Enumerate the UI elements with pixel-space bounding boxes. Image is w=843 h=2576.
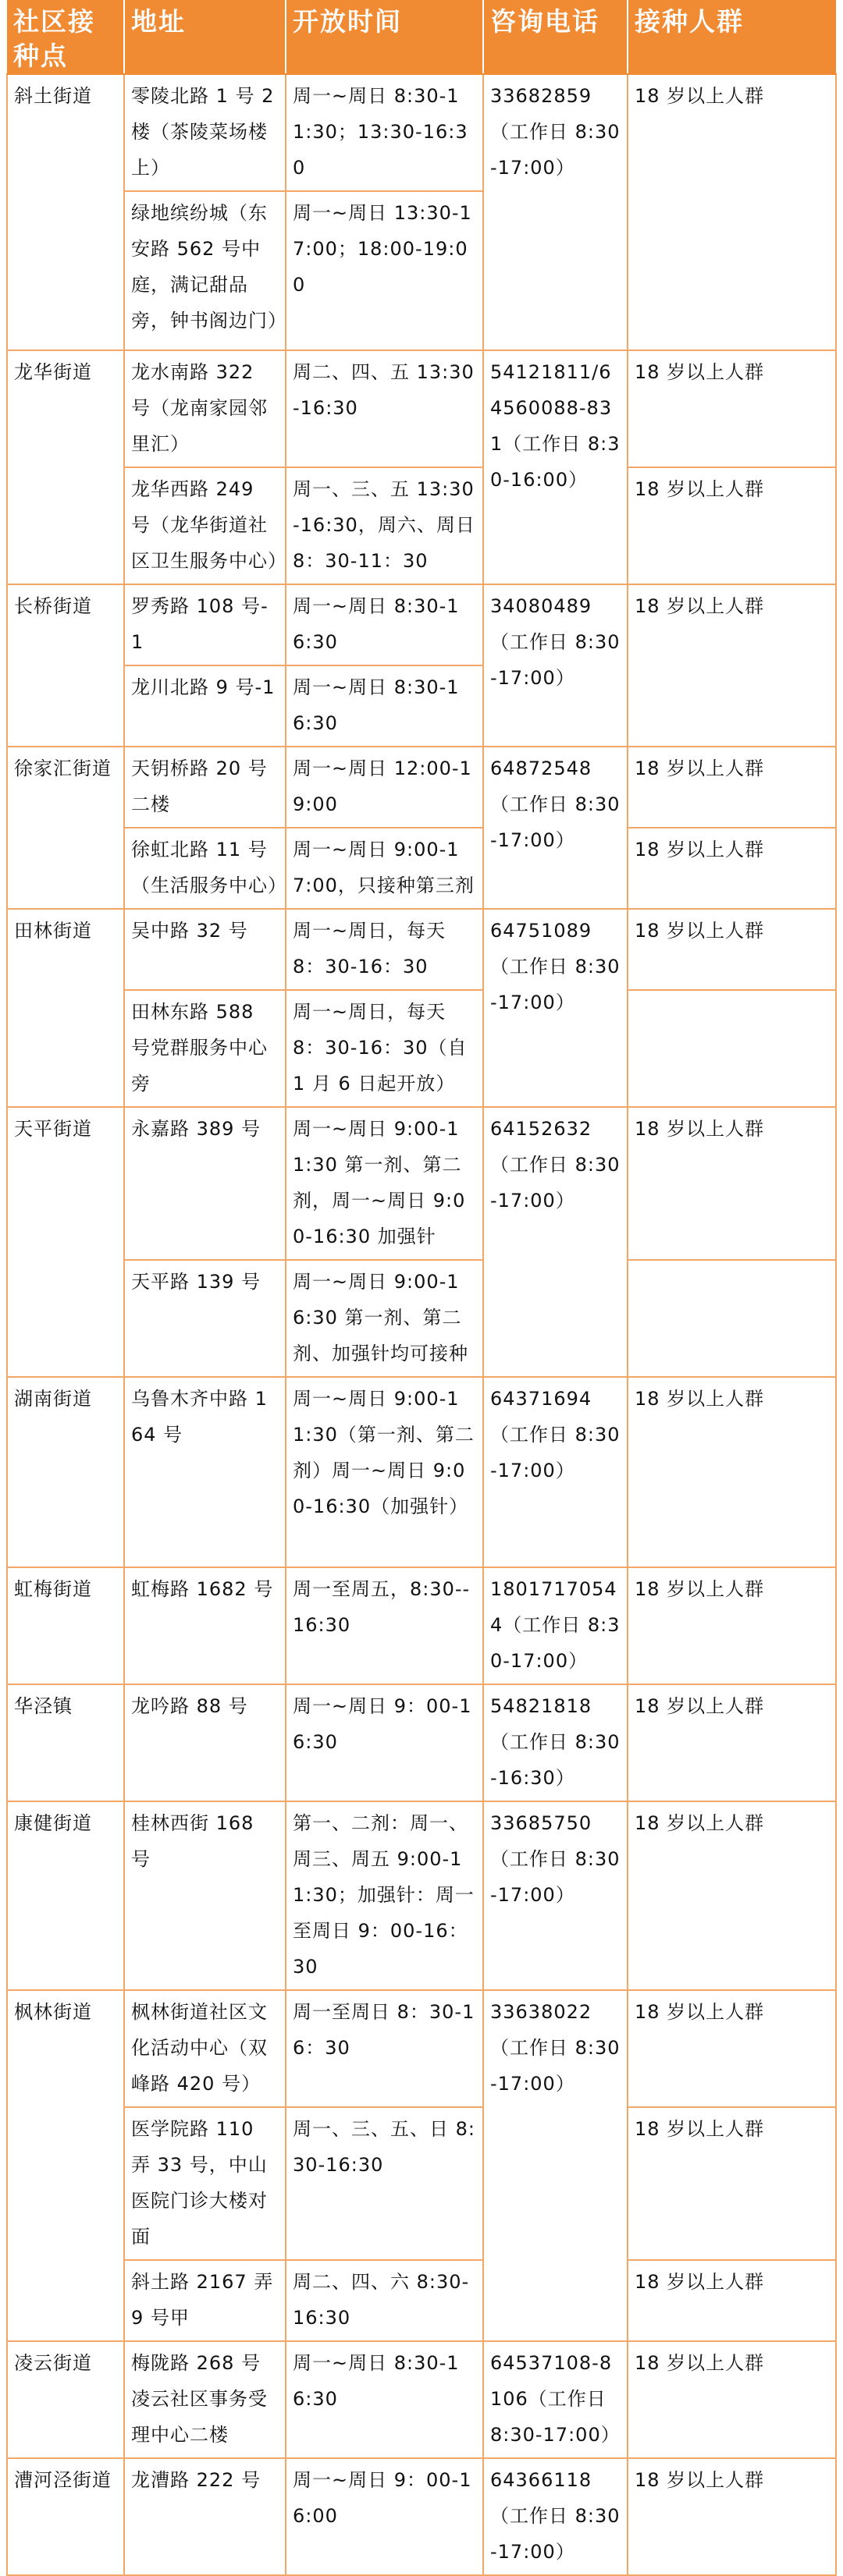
column-header-group: 接种人群	[628, 0, 836, 74]
table-row	[7, 1377, 836, 1567]
cell-site: 漕河泾街道	[7, 2458, 124, 2575]
cell-group: 18 岁以上人群	[628, 2260, 836, 2341]
cell-phone: 18017170544（工作日 8:30-17:00）	[483, 1567, 628, 1684]
cell-address: 零陵北路 1 号 2 楼（茶陵菜场楼上）	[124, 74, 286, 191]
table-row	[7, 909, 836, 990]
cell-phone: 64152632（工作日 8:30-17:00）	[483, 1107, 628, 1377]
table-row	[7, 1684, 836, 1801]
table-row	[7, 1260, 836, 1377]
table-body	[7, 74, 836, 2575]
cell-group: 18 岁以上人群	[628, 747, 836, 828]
cell-hours: 周一~周日，每天 8：30-16：30	[286, 909, 483, 990]
cell-group: 18 岁以上人群	[628, 1684, 836, 1801]
cell-hours: 周一至周五，8:30--16:30	[286, 1567, 483, 1684]
cell-site: 斜土街道	[7, 74, 124, 350]
cell-site: 龙华街道	[7, 350, 124, 584]
cell-site: 康健街道	[7, 1801, 124, 1990]
table-row	[7, 2107, 836, 2260]
table-row	[7, 747, 836, 828]
cell-group: 18 岁以上人群	[628, 467, 836, 584]
table-row	[7, 1567, 836, 1684]
table-row	[7, 1107, 836, 1260]
cell-address: 徐虹北路 11 号（生活服务中心）	[124, 828, 286, 909]
cell-group: 18 岁以上人群	[628, 2107, 836, 2260]
cell-address: 梅陇路 268 号凌云社区事务受理中心二楼	[124, 2341, 286, 2458]
cell-hours: 周一~周日 8:30-16:30	[286, 2341, 483, 2458]
cell-address: 龙川北路 9 号-1	[124, 665, 286, 747]
cell-site: 湖南街道	[7, 1377, 124, 1567]
table-row	[7, 828, 836, 909]
cell-address: 永嘉路 389 号	[124, 1107, 286, 1260]
cell-phone: 33682859（工作日 8:30-17:00）	[483, 74, 628, 350]
cell-hours: 周一~周日 9:00-11:30 第一剂、第二剂，周一~周日 9:00-16:30 加强针	[286, 1107, 483, 1260]
cell-site: 田林街道	[7, 909, 124, 1107]
table-row	[7, 2341, 836, 2458]
cell-hours: 周一至周日 8：30-16：30	[286, 1990, 483, 2107]
cell-hours: 周一~周日，每天 8：30-16：30（自 1 月 6 日起开放）	[286, 990, 483, 1107]
column-header-phone: 咨询电话	[483, 0, 628, 74]
cell-phone: 54821818（工作日 8:30-16:30）	[483, 1684, 628, 1801]
table-row	[7, 2458, 836, 2575]
cell-group: 18 岁以上人群	[628, 1567, 836, 1684]
cell-site: 虹梅街道	[7, 1567, 124, 1684]
cell-address: 天钥桥路 20 号二楼	[124, 747, 286, 828]
cell-site: 凌云街道	[7, 2341, 124, 2458]
cell-address: 绿地缤纷城（东安路 562 号中庭，满记甜品旁，钟书阁边门）	[124, 191, 286, 350]
cell-hours: 周一~周日 9:00-11:30（第一剂、第二剂）周一~周日 9:00-16:30（加强针）	[286, 1377, 483, 1567]
cell-address: 罗秀路 108 号-1	[124, 584, 286, 665]
cell-group: 18 岁以上人群	[628, 909, 836, 990]
cell-group	[628, 1260, 836, 1377]
table-row	[7, 2260, 836, 2341]
cell-phone: 64371694（工作日 8:30-17:00）	[483, 1377, 628, 1567]
cell-address: 乌鲁木齐中路 164 号	[124, 1377, 286, 1567]
table-header-row	[7, 0, 836, 74]
table-row	[7, 1990, 836, 2107]
cell-address: 虹梅路 1682 号	[124, 1567, 286, 1684]
table-row	[7, 584, 836, 665]
cell-hours: 周二、四、五 13:30-16:30	[286, 350, 483, 467]
column-header-hours: 开放时间	[286, 0, 483, 74]
cell-hours: 周一~周日 8:30-11:30；13:30-16:30	[286, 74, 483, 191]
cell-phone: 64872548（工作日 8:30-17:00）	[483, 747, 628, 909]
table-row	[7, 467, 836, 584]
vaccination-sites-table	[6, 0, 837, 2576]
cell-address: 龙华西路 249 号（龙华街道社区卫生服务中心）	[124, 467, 286, 584]
cell-address: 枫林街道社区文化活动中心（双峰路 420 号）	[124, 1990, 286, 2107]
cell-address: 田林东路 588 号党群服务中心旁	[124, 990, 286, 1107]
cell-group: 18 岁以上人群	[628, 1990, 836, 2107]
table-row	[7, 1801, 836, 1990]
cell-phone: 54121811/64560088-831（工作日 8:30-16:00）	[483, 350, 628, 584]
cell-hours: 周一~周日 8:30-16:30	[286, 665, 483, 747]
cell-group: 18 岁以上人群	[628, 1107, 836, 1260]
table-row	[7, 990, 836, 1107]
cell-phone: 34080489（工作日 8:30-17:00）	[483, 584, 628, 747]
cell-phone: 64366118（工作日 8:30-17:00）	[483, 2458, 628, 2575]
cell-group: 18 岁以上人群	[628, 828, 836, 909]
cell-address: 斜土路 2167 弄 9 号甲	[124, 2260, 286, 2341]
cell-address: 医学院路 110 弄 33 号，中山医院门诊大楼对面	[124, 2107, 286, 2260]
cell-group: 18 岁以上人群	[628, 1801, 836, 1990]
cell-site: 徐家汇街道	[7, 747, 124, 909]
cell-hours: 周一、三、五、日 8:30-16:30	[286, 2107, 483, 2260]
cell-address: 天平路 139 号	[124, 1260, 286, 1377]
cell-site: 枫林街道	[7, 1990, 124, 2341]
cell-phone: 33638022（工作日 8:30-17:00）	[483, 1990, 628, 2341]
cell-site: 天平街道	[7, 1107, 124, 1377]
cell-hours: 周一~周日 9：00-16:00	[286, 2458, 483, 2575]
cell-hours: 周一~周日 8:30-16:30	[286, 584, 483, 665]
column-header-site: 社区接种点	[7, 0, 124, 74]
cell-address: 龙漕路 222 号	[124, 2458, 286, 2575]
cell-phone: 64751089（工作日 8:30-17:00）	[483, 909, 628, 1107]
cell-hours: 第一、二剂：周一、周三、周五 9:00-11:30；加强针：周一至周日 9：00-16：30	[286, 1801, 483, 1990]
table-row	[7, 74, 836, 191]
cell-address: 桂林西街 168 号	[124, 1801, 286, 1990]
cell-group: 18 岁以上人群	[628, 2341, 836, 2458]
cell-site: 华泾镇	[7, 1684, 124, 1801]
cell-address: 龙水南路 322 号（龙南家园邻里汇）	[124, 350, 286, 467]
cell-group: 18 岁以上人群	[628, 74, 836, 350]
cell-hours: 周一、三、五 13:30-16:30，周六、周日 8：30-11：30	[286, 467, 483, 584]
cell-hours: 周一~周日 12:00-19:00	[286, 747, 483, 828]
cell-hours: 周一~周日 9：00-16:30	[286, 1684, 483, 1801]
cell-group: 18 岁以上人群	[628, 350, 836, 467]
cell-site: 长桥街道	[7, 584, 124, 747]
column-header-address: 地址	[124, 0, 286, 74]
cell-hours: 周一~周日 13:30-17:00；18:00-19:00	[286, 191, 483, 350]
cell-address: 龙吟路 88 号	[124, 1684, 286, 1801]
cell-phone: 33685750（工作日 8:30-17:00）	[483, 1801, 628, 1990]
cell-hours: 周一~周日 9:00-16:30 第一剂、第二剂、加强针均可接种	[286, 1260, 483, 1377]
cell-group: 18 岁以上人群	[628, 1377, 836, 1567]
table-row	[7, 350, 836, 467]
cell-group: 18 岁以上人群	[628, 584, 836, 747]
cell-hours: 周一~周日 9:00-17:00，只接种第三剂	[286, 828, 483, 909]
cell-group: 18 岁以上人群	[628, 2458, 836, 2575]
cell-hours: 周二、四、六 8:30-16:30	[286, 2260, 483, 2341]
cell-phone: 64537108-8106（工作日 8:30-17:00）	[483, 2341, 628, 2458]
cell-group	[628, 990, 836, 1107]
cell-address: 吴中路 32 号	[124, 909, 286, 990]
